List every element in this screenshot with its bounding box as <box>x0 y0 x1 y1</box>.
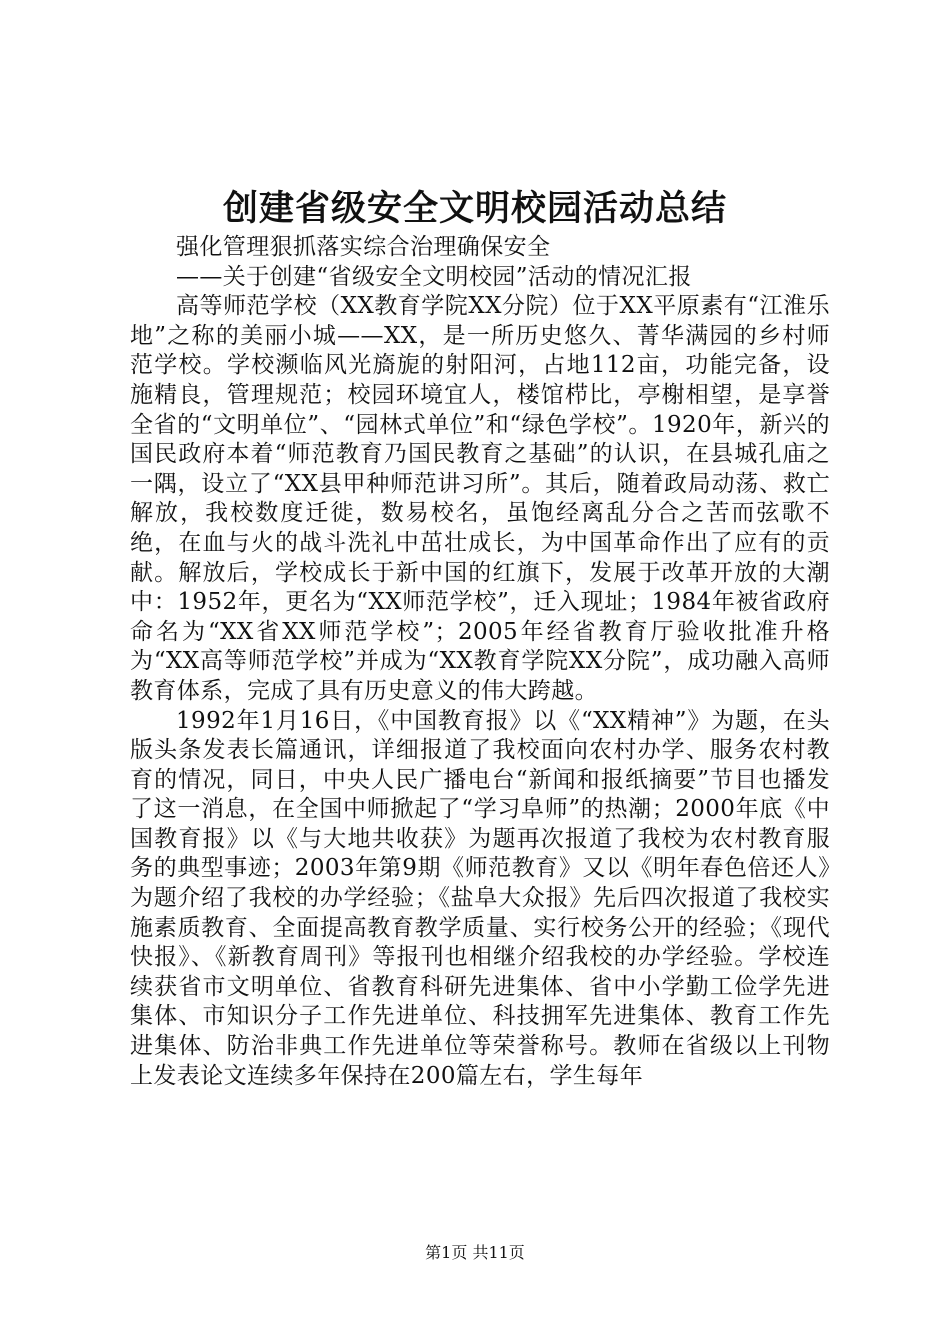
subtitle-line-2: ——关于创建“省级安全文明校园”活动的情况汇报 <box>176 263 692 290</box>
document-body <box>130 233 830 1091</box>
subtitle-line-1: 强化管理狠抓落实综合治理确保安全 <box>176 234 551 260</box>
paragraph-1: 高等师范学校（XX教育学院XX分院）位于XX平原素有“江淮乐地”之称的美丽小城——XX，是一所历史悠久、菁华满园的乡村师范学校。学校濒临风光旖旎的射阳河，占地112亩，功能完备，设施精良，管理规范；校园环境宜人，楼馆栉比，亭榭相望，是享誉全省的“文明单位”、“园林式单位”和“绿色学校”。1920年，新兴的国民政府本着“师范教育乃国民教育之基础”的认识，在县城孔庙之一隅，设立了“XX县甲种师范讲习所”。其后，随着政局动荡、救亡解放，我校数度迁徙，数易校名，虽饱经离乱分合之苦而弦歌不绝，在血与火的战斗洗礼中茁壮成长，为中国革命作出了应有的贡献。解放后，学校成长于新中国的红旗下，发展于改革开放的大潮中：1952年，更名为“XX师范学校”，迁入现址；1984年被省政府命名为“XX省XX师范学校”；2005年经省教育厅验收批准升格为“XX高等师范学校”并成为“XX教育学院XX分院”，成功融入高师教育体系，完成了具有历史意义的伟大跨越。 <box>130 293 830 704</box>
paragraph-2: 1992年1月16日，《中国教育报》以《“XX精神”》为题，在头版头条发表长篇通讯，详细报道了我校面向农村办学、服务农村教育的情况，同日，中央人民广播电台“新闻和报纸摘要”节目也播发了这一消息，在全国中师掀起了“学习阜师”的热潮；2000年底《中国教育报》以《与大地共收获》为题再次报道了我校为农村教育服务的典型事迹；2003年第9期《师范教育》又以《明年春色倍还人》为题介绍了我校的办学经验；《盐阜大众报》先后四次报道了我校实施素质教育、全面提高教育教学质量、实行校务公开的经验；《现代快报》、《新教育周刊》等报刊也相继介绍我校的办学经验。学校连续获省市文明单位、省教育科研先进集体、省中小学勤工俭学先进集体、市知识分子工作先进单位、科技拥军先进集体、教育工作先进集体、防治非典工作先进单位等荣誉称号。教师在省级以上刊物上发表论文连续多年保持在200篇左右，学生每年 <box>130 707 830 1089</box>
page-footer: 第1页 共11页 <box>425 1243 525 1262</box>
document-title: 创建省级安全文明校园活动总结 <box>222 189 727 229</box>
